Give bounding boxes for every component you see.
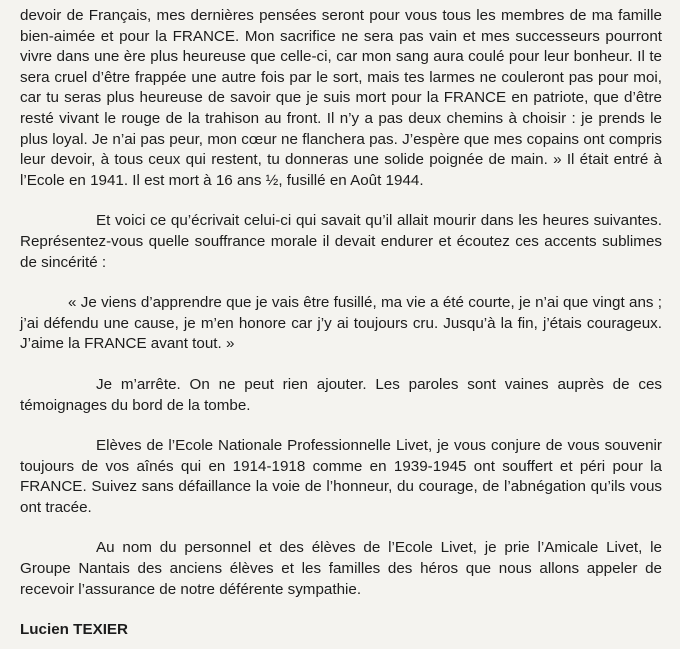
paragraph-spacer [20,518,662,538]
paragraph-last-words: devoir de Français, mes dernières pensées seront pour vous tous les membres de ma famille bien-aimée et pour la FRANCE. Mon sacrifice ne sera pas vain et mes successeurs pourront vivre dans une ère plus heureuse que celle-ci, car mon sang aura coulé pour leur bonheur. Il te sera cruel d’être frappée une autre fois par le sort, mais tes larmes ne couleront pas pour moi, car tu seras plus heureuse de savoir que je suis mort pour la FRANCE en patriote, que d’être resté vivant le rouge de la trahison au front. Il n’y a pas deux chemins à choisir : je prends le plus loyal. Je n’ai pas peur, mon cœur ne flanchera pas. J’espère que mes copains ont compris leur devoir, à tous ceux qui restent, tu donneras une solide poignée de main. » Il était entré à l’Ecole en 1941. Il est mort à 16 ans ½, fusillé en Août 1944. [20,7,662,189]
paragraph-introduction: Et voici ce qu’écrivait celui-ci qui savait qu’il allait mourir dans les heures suivantes. Représentez-vous quelle souffrance morale il devait endurer et écoutez ces accents sublimes de sincérité : [20,212,662,271]
paragraph-closing: Au nom du personnel et des élèves de l’Ecole Livet, je prie l’Amicale Livet, le Groupe Nantais des anciens élèves et les familles des héros que nous allons appeler de recevoir l’assurance de notre déférente sympathie. [20,539,662,598]
paragraph-spacer [20,273,662,293]
paragraph-appeal-to-students: Elèves de l’Ecole Nationale Professionnelle Livet, je vous conjure de vous souvenir toujours de vos aînés qui en 1914-1918 comme en 1939-1945 ont souffert et péri pour la FRANCE. Suivez sans défaillance la voie de l’honneur, du courage, de l’abnégation qu’ils vous ont tracée. [20,437,662,516]
quoted-last-letter: « Je viens d’apprendre que je vais être fusillé, ma vie a été courte, je n’ai que vingt ans ; j’ai défendu une cause, je m’en honore car j’y ai toujours cru. Jusqu’à la fin, j’étais courageux. J’aime la FRANCE avant tout. » [20,294,662,353]
paragraph-spacer [20,416,662,436]
signature: Lucien TEXIER [20,621,129,639]
paragraph-pause: Je m’arrête. On ne peut rien ajouter. Les paroles sont vaines auprès de ces témoignages du bord de la tombe. [20,375,662,414]
paragraph-spacer [20,355,662,375]
paragraph-spacer [20,600,662,620]
paragraph-spacer [20,191,662,211]
